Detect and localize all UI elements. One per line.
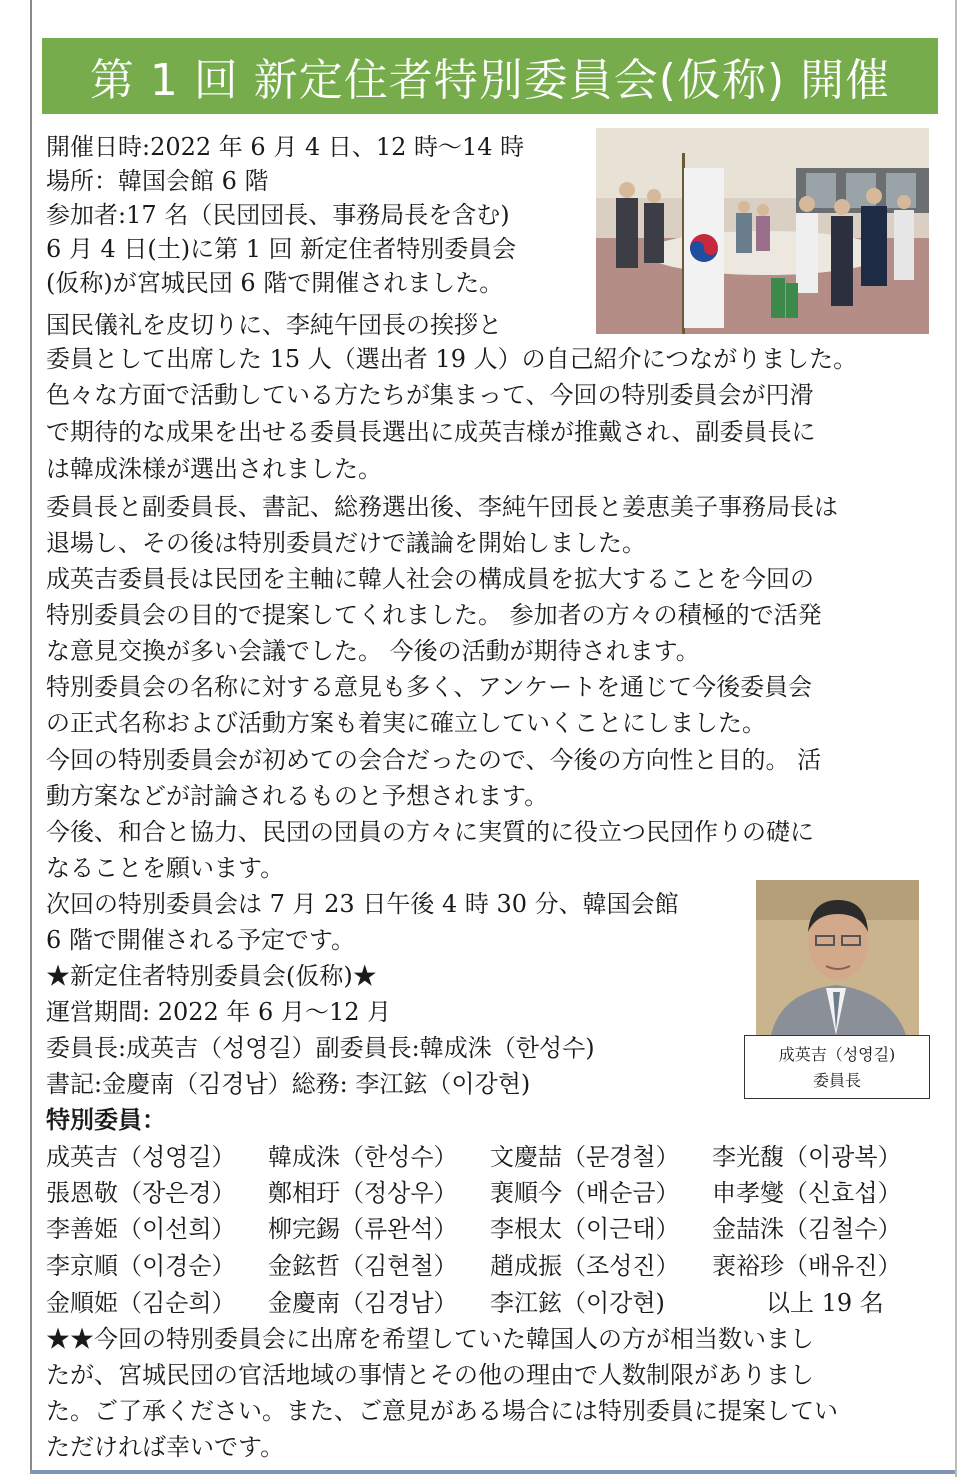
body-line: 6 階で開催される予定です。 — [46, 926, 355, 954]
members-total: 以上 19 名 — [766, 1289, 884, 1317]
committee-secretary: 書記:金慶南（김경남）総務: 李江鉉（이강현) — [46, 1070, 531, 1098]
member-name: 鄭相玗（정상우） — [268, 1179, 458, 1207]
meeting-photo — [596, 128, 929, 334]
body-line: 今後、和合と協力、民団の団員の方々に実質的に役立つ民団作りの礎に — [46, 818, 814, 846]
committee-heading: ★新定住者特別委員会(仮称)★ — [46, 962, 377, 990]
member-name: 申孝燮（신효섭） — [712, 1179, 902, 1207]
footer-line: たが、宮城民団の官活地域の事情とその他の理由で人数制限がありまし — [46, 1361, 814, 1389]
body-line: の正式名称および活動方案も着実に確立していくことにしました。 — [46, 709, 766, 737]
caption-role: 委員長 — [812, 1071, 861, 1090]
body-line: な意見交換が多い会議でした。 今後の活動が期待されます。 — [46, 637, 700, 665]
caption-name: 成英吉（성영길) — [778, 1045, 896, 1064]
body-line: 次回の特別委員会は 7 月 23 日午後 4 時 30 分、韓国会館 — [46, 890, 679, 918]
member-name: 金慶南（김경남） — [268, 1289, 458, 1317]
body-line: 6 月 4 日(土)に第 1 回 新定住者特別委員会 — [46, 235, 517, 263]
body-line: なることを願います。 — [46, 854, 285, 882]
member-name: 金順姫（김순희） — [46, 1289, 236, 1317]
member-name: 李善姫（이선희） — [46, 1215, 236, 1243]
member-name: 文慶喆（문경철） — [490, 1143, 680, 1171]
body-line: は韓成洙様が選出されました。 — [46, 455, 382, 483]
member-name: 柳完錫（류완석） — [268, 1215, 458, 1243]
member-name: 張恩敬（장은경） — [46, 1179, 236, 1207]
committee-chair: 委員長:成英吉（성영길）副委員長:韓成洙（한성수) — [46, 1034, 595, 1062]
footer-line: ただければ幸いです。 — [46, 1433, 285, 1461]
body-line: 委員長と副委員長、書記、総務選出後、李純午団長と姜恵美子事務局長は — [46, 493, 838, 521]
chair-portrait — [756, 880, 919, 1035]
right-border — [955, 0, 957, 1477]
member-name: 成英吉（성영길） — [46, 1143, 236, 1171]
member-name: 李京順（이경순） — [46, 1252, 236, 1280]
member-name: 李根太（이근태） — [490, 1215, 680, 1243]
member-name: 趙成振（조성진） — [490, 1252, 680, 1280]
members-heading: 特別委員： — [46, 1105, 166, 1134]
footer-line: た。ご了承ください。また、ご意見がある場合には特別委員に提案してい — [46, 1397, 838, 1425]
title-banner — [42, 38, 938, 114]
footer-line: ★★今回の特別委員会に出席を希望していた韓国人の方が相当数いまし — [46, 1325, 814, 1353]
committee-period: 運営期間: 2022 年 6 月〜12 月 — [46, 998, 392, 1026]
member-name: 韓成洙（한성수） — [268, 1143, 458, 1171]
body-line: 今回の特別委員会が初めての会合だったので、今後の方向性と目的。 活 — [46, 746, 822, 774]
portrait-caption — [744, 1035, 930, 1099]
body-line: 特別委員会の名称に対する意見も多く、アンケートを通じて今後委員会 — [46, 673, 813, 701]
body-line: で期待的な成果を出せる委員長選出に成英吉様が推戴され、副委員長に — [46, 418, 816, 446]
body-line: 委員として出席した 15 人（選出者 19 人）の自己紹介につながりました。 — [46, 345, 858, 373]
body-line: 動方案などが討論されるものと予想されます。 — [46, 782, 549, 810]
meeting-date: 開催日時:2022 年 6 月 4 日、12 時〜14 時 — [46, 133, 525, 161]
page-title: 第 1 回 新定住者特別委員会(仮称) 開催 — [89, 55, 891, 106]
body-line: 国民儀礼を皮切りに、李純午団長の挨拶と — [46, 311, 502, 339]
member-name: 李江鉉（이강현) — [490, 1289, 665, 1317]
member-name: 金喆洙（김철수） — [712, 1215, 902, 1243]
member-name: 金鉉哲（김현철） — [268, 1252, 458, 1280]
meeting-place: 場所：韓国会館 6 階 — [46, 167, 269, 195]
body-line: 特別委員会の目的で提案してくれました。 参加者の方々の積極的で活発 — [46, 601, 822, 629]
body-line: 退場し、その後は特別委員だけで議論を開始しました。 — [46, 529, 646, 557]
body-line: 色々な方面で活動している方たちが集まって、今回の特別委員会が円滑 — [46, 381, 814, 409]
meeting-participants: 参加者:17 名（民団団長、事務局長を含む) — [46, 201, 510, 229]
body-line: 成英吉委員長は民団を主軸に韓人社会の構成員を拡大することを今回の — [46, 565, 814, 593]
bottom-accent-bar — [30, 1470, 955, 1474]
member-name: 裵順今（배순금） — [490, 1179, 680, 1207]
member-name: 李光馥（이광복） — [712, 1143, 902, 1171]
member-name: 裵裕珍（배유진） — [712, 1252, 902, 1280]
body-line: (仮称)が宮城民団 6 階で開催されました。 — [46, 269, 504, 297]
